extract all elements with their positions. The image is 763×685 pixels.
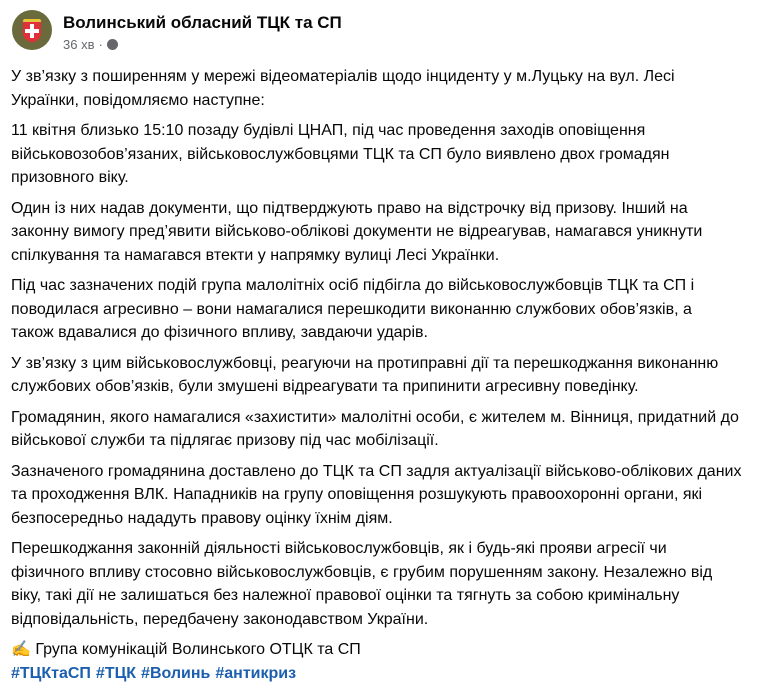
paragraph-line: безпосередньо нададуть правову оцінку їхнім діям. <box>11 507 741 531</box>
globe-icon <box>107 39 118 50</box>
paragraph-line: військової служби та підлягає призову під час мобілізації. <box>11 429 741 453</box>
post-paragraph <box>11 352 741 399</box>
paragraph-line: Перешкоджання законній діяльності військовослужбовців, як і будь-які прояви агресії чи <box>11 537 741 561</box>
paragraph-line: Громадянин, якого намагалися «захистити» малолітні особи, є жителем м. Вінниця, придатний до <box>11 406 741 430</box>
post-paragraph <box>11 197 741 268</box>
hashtag-link[interactable]: #антикриз <box>215 665 296 682</box>
hashtag-link[interactable]: #ТЦКтаСП <box>11 665 91 682</box>
paragraph-line: поводилася агресивно – вони намагалися перешкодити виконанню службових обов’язків, а <box>11 298 741 322</box>
paragraph-line: законну вимогу пред’явити військово-облікові документи не відреагував, намагався уникнути <box>11 220 741 244</box>
post-time[interactable]: 36 хв <box>63 37 94 52</box>
paragraph-line: У зв’язку з цим військовослужбовці, реагуючи на протиправні дії та перешкоджання виконанню <box>11 352 741 376</box>
paragraph-line: Під час зазначених подій група малолітніх осіб підбігла до військовослужбовців ТЦК та СП і <box>11 274 741 298</box>
hashtags <box>11 662 741 685</box>
signature <box>11 638 741 662</box>
post-paragraph <box>11 65 741 112</box>
paragraph-line: відповідальність, передбачену законодавством України. <box>11 608 741 632</box>
paragraph-line: 11 квітня близько 15:10 позаду будівлі ЦНАП, під час проведення заходів оповіщення <box>11 119 741 143</box>
paragraph-line: Зазначеного громадянина доставлено до ТЦК та СП задля актуалізації військово-облікових даних <box>11 460 741 484</box>
post-paragraph <box>11 460 741 531</box>
post-paragraph <box>11 119 741 190</box>
paragraph-line: фізичного впливу стосовно військовослужбовців, є грубим порушенням закону. Незалежно від <box>11 561 741 585</box>
signature-text: Група комунікацій Волинського ОТЦК та СП <box>35 641 360 658</box>
post-paragraph <box>11 537 741 631</box>
coat-of-arms-icon <box>23 19 41 42</box>
paragraph-line: та проходження ВЛК. Нападників на групу оповіщення розшукують правоохоронні органи, які <box>11 483 741 507</box>
post-body <box>11 65 741 685</box>
avatar[interactable] <box>12 10 52 50</box>
paragraph-line: Один із них надав документи, що підтверджують право на відстрочку від призову. Інший на <box>11 197 741 221</box>
page-name[interactable]: Волинський обласний ТЦК та СП <box>63 13 342 33</box>
paragraph-line: віку, такі дії не залишаться без належної правової оцінки та тягнуть за собою кримінальну <box>11 584 741 608</box>
post-paragraph <box>11 274 741 345</box>
paragraph-line: Українки, повідомляємо наступне: <box>11 89 741 113</box>
paragraph-line: спілкування та намагався втекти у напрямку вулиці Лесі Українки. <box>11 244 741 268</box>
writing-hand-icon: ✍️ <box>11 641 31 658</box>
paragraph-line: також вдавалися до фізичного впливу, завдаючи ударів. <box>11 321 741 345</box>
hashtag-link[interactable]: #Волинь <box>141 665 210 682</box>
paragraph-line: призовного віку. <box>11 166 741 190</box>
post-paragraph <box>11 406 741 453</box>
post-header: Волинський обласний ТЦК та СП 36 хв · <box>12 10 342 52</box>
paragraph-line: військовозобов’язаних, військовослужбовцями ТЦК та СП було виявлено двох громадян <box>11 143 741 167</box>
hashtag-link[interactable]: #ТЦК <box>96 665 136 682</box>
paragraph-line: У зв’язку з поширенням у мережі відеоматеріалів щодо інциденту у м.Луцьку на вул. Лесі <box>11 65 741 89</box>
paragraph-line: службових обов’язків, були змушені відреагувати та припинити агресивну поведінку. <box>11 375 741 399</box>
